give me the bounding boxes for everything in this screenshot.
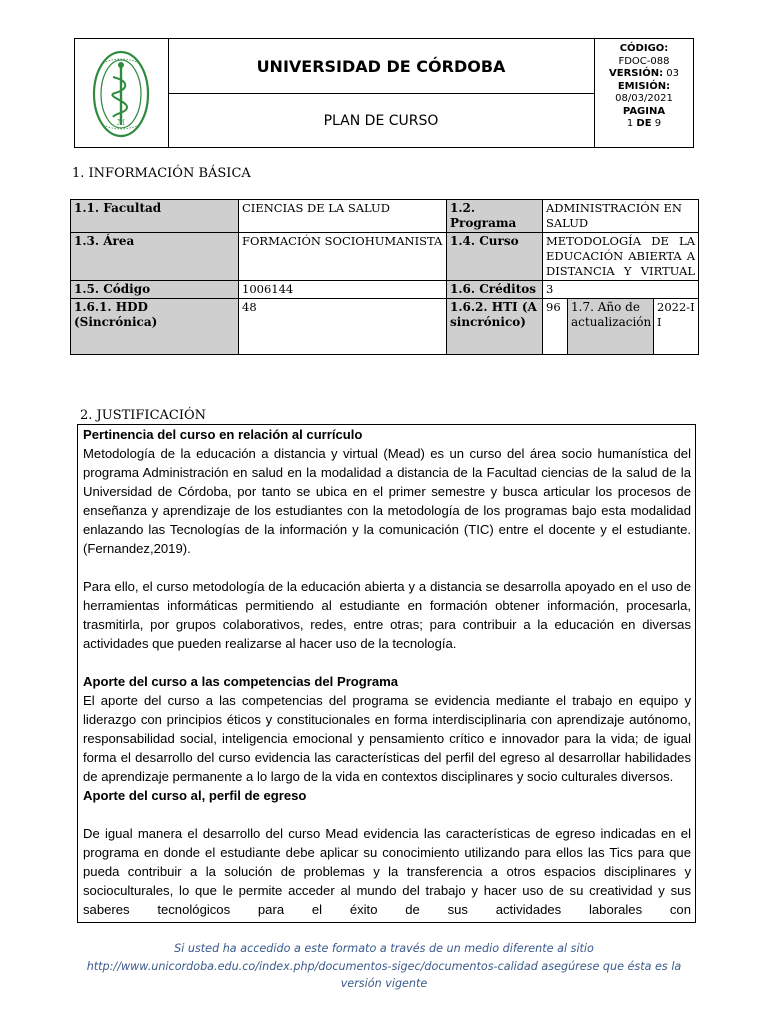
curso-value: METODOLOGÍA DE LA EDUCACIÓN ABIERTA A DISTANCIA Y VIRTUAL	[543, 233, 699, 281]
university-seal-icon	[75, 39, 168, 147]
curso-label: 1.4. Curso	[447, 233, 543, 281]
svg-text:ℳ: ℳ	[116, 118, 126, 127]
creditos-label: 1.6. Créditos	[447, 281, 543, 299]
document-title: PLAN DE CURSO	[323, 113, 439, 129]
heading-pertinencia: Pertinencia del curso en relación al currículo	[83, 427, 363, 442]
table-row	[71, 281, 699, 299]
justification-box	[77, 424, 696, 922]
paragraph-pertinencia: Metodología de la educación a distancia y virtual (Mead) es un curso del área socio humanística del programa Administración en salud en la modalidad a distancia de la Facultad ciencias de la salud de la Universidad de Córdoba, por tanto se ubica en el primer semestre y busca articular los procesos de enseñanza y aprendizaje de los estudiantes con la metodología de los programas bajo esta modalidad enlazando las Tecnologías de la información y la comunicación (TIC) entre el docente y el estudiante. (Fernandez,2019).	[83, 446, 691, 556]
codigo-value: FDOC-088	[618, 55, 670, 67]
logo-cell	[75, 39, 169, 147]
paragraph-herramientas: Para ello, el curso metodología de la educación abierta y a distancia se desarrolla apoyado en el uso de herramientas informáticas permitiendo al estudiante en formación obtener información, procesarla, trasmitirla, por grupos colaborativos, redes, entre otras; para contribuir a la educación en diversas actividades que pueden realizarse al hacer uso de la tecnología.	[83, 579, 691, 651]
creditos-value: 3	[543, 281, 699, 299]
codigo-value: 1006144	[239, 281, 447, 299]
hti-value: 96	[543, 299, 568, 355]
emision-value: 08/03/2021	[615, 93, 673, 104]
version-value: 03	[666, 68, 679, 79]
footer-link[interactable]: http://www.unicordoba.edu.co/index.php/documentos-sigec/documentos-calidad asegúrese que ésta es la	[86, 959, 682, 973]
footer-line-1: Si usted ha accedido a este formato a través de un medio diferente al sitio	[174, 942, 594, 955]
footer-line-3: versión vigente	[340, 977, 428, 990]
version-label: VERSIÓN:	[609, 68, 664, 79]
emision-label: EMISIÓN:	[617, 80, 671, 92]
facultad-value: CIENCIAS DE LA SALUD	[239, 200, 447, 233]
basic-info-table	[70, 199, 699, 355]
hti-label: 1.6.2. HTI (Asincrónico)	[447, 299, 543, 355]
heading-perfil-egreso: Aporte del curso al, perfil de egreso	[83, 788, 307, 803]
anio-label: 1.7. Año de actualización	[568, 299, 654, 355]
table-row	[71, 233, 699, 281]
hdd-value: 48	[239, 299, 447, 355]
programa-label: 1.2. Programa	[447, 200, 543, 233]
programa-value: ADMINISTRACIÓN EN SALUD	[543, 200, 699, 233]
page-footer	[60, 940, 708, 993]
table-row	[71, 299, 699, 355]
codigo-label: 1.5. Código	[71, 281, 239, 299]
table-row	[71, 200, 699, 233]
area-label: 1.3. Área	[71, 233, 239, 281]
document-header	[74, 38, 694, 148]
paragraph-aporte-competencias: El aporte del curso a las competencias del programa se evidencia mediante el trabajo en equipo y liderazgo con principios éticos y constitucionales en forma interdisciplinaria con aprendizaje autónomo, responsabilidad social, inteligencia emocional y pensamiento crítico e innovador para la vida; de igual forma el desarrollo del curso evidencia las características del perfil del egreso al desarrollar habilidades de aprendizaje permanente a lo largo de la vida en contextos disciplinares y socio culturales diversos.	[83, 693, 691, 784]
pagina-de: DE	[636, 118, 652, 129]
heading-aporte-competencias: Aporte del curso a las competencias del Programa	[83, 674, 399, 689]
anio-value: 2022-II	[654, 299, 699, 355]
university-name: UNIVERSIDAD DE CÓRDOBA	[256, 56, 506, 76]
pagina-value: 1	[626, 118, 634, 129]
section-title-justificacion: 2. JUSTIFICACIÓN	[80, 408, 207, 423]
pagina-label: PAGINA	[622, 105, 666, 117]
area-value: FORMACIÓN SOCIOHUMANISTA	[239, 233, 447, 281]
paragraph-perfil-egreso: De igual manera el desarrollo del curso Mead evidencia las características de egreso indicadas en el programa en donde el estudiante debe aplicar su conocimiento utilizando para ellos las Tics para que pueda contribuir a la solución de problemas y la transferencia a otros espacios disciplinares y socioculturales, lo que le permite acceder al mundo del trabajo y hacer uso de su creatividad y sus saberes tecnológicos para el éxito de sus actividades laborales con	[83, 826, 691, 917]
justification-box-bottom	[77, 922, 696, 923]
pagina-total: 9	[654, 118, 662, 129]
facultad-label: 1.1. Facultad	[71, 200, 239, 233]
header-divider	[168, 93, 594, 94]
hdd-label: 1.6.1. HDD (Sincrónica)	[71, 299, 239, 355]
codigo-label: CÓDIGO:	[619, 43, 669, 54]
section-title-informacion-basica: 1. INFORMACIÓN BÁSICA	[72, 166, 251, 181]
document-control-info	[594, 39, 693, 147]
